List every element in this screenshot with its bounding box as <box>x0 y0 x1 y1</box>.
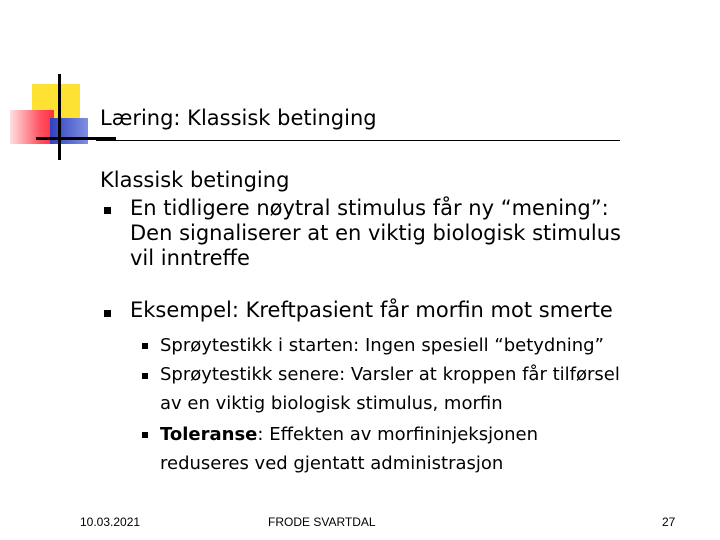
bullet-icon <box>104 310 111 317</box>
tolerance-definition: : Effekten av morfininjeksjonen <box>257 424 539 445</box>
bullet-1-line-3: vil inntreffe <box>130 246 250 270</box>
sub-bullet-icon <box>142 373 148 379</box>
bullet-1-line-1: En tidligere nøytral stimulus får ny “mening”: <box>130 196 609 220</box>
sub-bullet-1-line-1: Sprøytestikk i starten: Ingen spesiell “betydning” <box>160 335 604 356</box>
footer-author: FRODE SVARTDAL <box>268 515 376 529</box>
sub-bullet-2-line-1: Sprøytestikk senere: Varsler at kroppen får tilførsel <box>160 364 620 385</box>
bullet-2-line-1: Eksempel: Kreftpasient får morfin mot smerte <box>130 298 613 322</box>
slide-title: Læring: Klassisk betinging <box>100 106 377 130</box>
sub-bullet-icon <box>142 432 148 438</box>
bullet-icon <box>104 207 111 214</box>
decor-vertical-line <box>58 74 61 160</box>
title-underline <box>96 140 620 141</box>
footer-date: 10.03.2021 <box>80 515 141 529</box>
tolerance-term: Toleranse <box>160 424 258 445</box>
sub-bullet-2-line-2: av en viktig biologisk stimulus, morfin <box>160 393 503 414</box>
sub-bullet-icon <box>142 343 148 349</box>
sub-bullet-3-line-1 <box>160 424 538 445</box>
content-heading: Klassisk betinging <box>100 168 290 192</box>
bullet-1-line-2: Den signaliserer at en viktig biologisk stimulus <box>130 221 621 245</box>
footer-page-number: 27 <box>662 515 676 529</box>
decor-blue-square <box>50 118 88 144</box>
sub-bullet-3-line-2: reduseres ved gjentatt administrasjon <box>160 453 504 474</box>
